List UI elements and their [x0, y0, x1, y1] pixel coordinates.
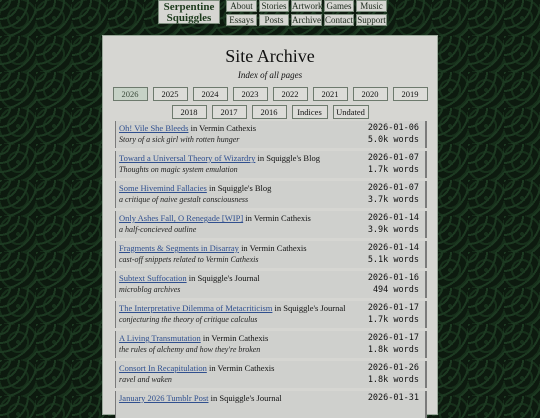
nav-music[interactable]: Music [356, 0, 387, 12]
entry-title-link[interactable]: January 2026 Tumblr Post [119, 393, 209, 403]
site-title-line1: Serpentine [163, 1, 215, 13]
filter-2025[interactable]: 2025 [153, 87, 188, 101]
page-subtitle: Index of all pages [237, 70, 303, 80]
entry-date: 2026-01-17 [367, 303, 419, 313]
entry-word-count: 1.8k words [367, 345, 419, 355]
entry-date: 2026-01-14 [367, 243, 419, 253]
archive-card [102, 35, 438, 415]
top-nav [158, 0, 387, 26]
entry-word-count: 1.7k words [367, 315, 419, 325]
page-title: Site Archive [225, 46, 315, 66]
entry-date: 2026-01-17 [367, 333, 419, 343]
entry-collection: in Squiggle's Journal [210, 393, 282, 403]
nav-games[interactable]: Games [324, 0, 354, 12]
entry-date: 2026-01-31 [367, 393, 419, 403]
entry-collection: in Vermin Cathexis [241, 243, 307, 253]
list-item[interactable] [115, 361, 427, 388]
site-title-line2: Squiggles [166, 12, 212, 24]
filter-2023[interactable]: 2023 [233, 87, 268, 101]
nav-about[interactable]: About [226, 0, 257, 12]
entry-title-link[interactable]: Fragments & Segments in Disarray [119, 243, 239, 253]
filter-2026[interactable]: 2026 [113, 87, 148, 101]
filter-2016[interactable]: 2016 [252, 105, 287, 119]
filter-2018[interactable]: 2018 [172, 105, 207, 119]
list-item[interactable] [115, 301, 427, 328]
entry-word-count: 1.8k words [367, 375, 419, 385]
entry-title-link[interactable]: A Living Transmutation [119, 333, 201, 343]
year-filters [103, 87, 437, 119]
entry-title-link[interactable]: Subtext Suffocation [119, 273, 187, 283]
nav-stories[interactable]: Stories [259, 0, 289, 12]
entry-title-link[interactable]: Oh! Vile She Bleeds [119, 123, 189, 133]
list-item[interactable] [115, 181, 427, 208]
entry-collection: in Vermin Cathexis [208, 363, 275, 373]
entry-collection: in Squiggle's Journal [274, 303, 346, 313]
entry-date: 2026-01-07 [367, 153, 419, 163]
entry-title-link[interactable]: Some Hivemind Fallacies [119, 183, 207, 193]
entry-collection: in Squiggle's Blog [257, 153, 320, 163]
filter-2019[interactable]: 2019 [393, 87, 428, 101]
entry-description: Thoughts on magic system emulation [119, 165, 238, 174]
entry-word-count: 5.1k words [367, 255, 419, 265]
entry-date: 2026-01-16 [367, 273, 419, 283]
entry-word-count: 1.7k words [367, 165, 419, 175]
entry-collection: in Vermin Cathexis [202, 333, 269, 343]
entry-description: a half-concieved outline [119, 225, 197, 234]
list-item[interactable] [115, 271, 427, 298]
list-item[interactable] [115, 331, 427, 358]
entry-description: cast-off snippets related to Vermin Cathexis [119, 255, 259, 264]
entry-word-count: 3.7k words [367, 195, 419, 205]
list-item[interactable] [115, 151, 427, 178]
nav-artwork[interactable]: Artwork [292, 1, 323, 11]
entry-word-count: 5.0k words [367, 135, 419, 145]
entry-title-link[interactable]: Only Ashes Fall, O Renegade [WIP] [119, 213, 244, 223]
filter-row-1 [113, 87, 428, 101]
filter-indices[interactable]: Indices [292, 105, 328, 119]
entry-description: a critique of naive gestalt consciousness [119, 195, 249, 204]
list-item[interactable] [115, 121, 427, 148]
filter-2021[interactable]: 2021 [313, 87, 348, 101]
archive-list [115, 121, 427, 418]
nav-support[interactable]: Support [357, 15, 386, 25]
entry-collection: in Squiggle's Journal [188, 273, 260, 283]
filter-undated[interactable]: Undated [333, 105, 369, 119]
entry-description: Story of a sick girl with rotten hunger [119, 135, 240, 144]
entry-date: 2026-01-14 [367, 213, 419, 223]
entry-date: 2026-01-26 [367, 363, 419, 373]
entry-description: microblog archives [119, 285, 181, 294]
entry-collection: in Vermin Cathexis [190, 123, 257, 133]
filter-2017[interactable]: 2017 [212, 105, 247, 119]
entry-date: 2026-01-07 [367, 183, 419, 193]
site-title[interactable] [158, 0, 220, 24]
entry-collection: in Vermin Cathexis [245, 213, 311, 223]
entry-word-count: 494 words [372, 285, 419, 295]
filter-2022[interactable]: 2022 [273, 87, 308, 101]
entry-collection: in Squiggle's Blog [208, 183, 272, 193]
filter-row-2 [172, 105, 369, 119]
nav-essays[interactable]: Essays [226, 14, 257, 26]
nav-archive[interactable]: Archive [292, 15, 321, 25]
entry-description: ravel and waken [119, 375, 172, 384]
filter-2024[interactable]: 2024 [193, 87, 228, 101]
entry-title-link[interactable]: The Interpretative Dilemma of Metacriticism [119, 303, 273, 313]
entry-description: conjecturing the theory of critique calculus [119, 315, 258, 324]
entry-date: 2026-01-06 [367, 123, 419, 133]
entry-word-count: 3.9k words [367, 225, 419, 235]
nav-links [226, 0, 387, 26]
list-item[interactable] [115, 211, 427, 238]
nav-posts[interactable]: Posts [259, 14, 289, 26]
nav-contact[interactable]: Contact [325, 15, 353, 25]
entry-title-link[interactable]: Toward a Universal Theory of Wizardry [119, 153, 256, 163]
filter-2020[interactable]: 2020 [353, 87, 388, 101]
entry-title-link[interactable]: Consort In Recapitulation [119, 363, 207, 373]
entry-description: the rules of alchemy and how they're broken [119, 345, 261, 354]
list-item[interactable] [115, 241, 427, 268]
